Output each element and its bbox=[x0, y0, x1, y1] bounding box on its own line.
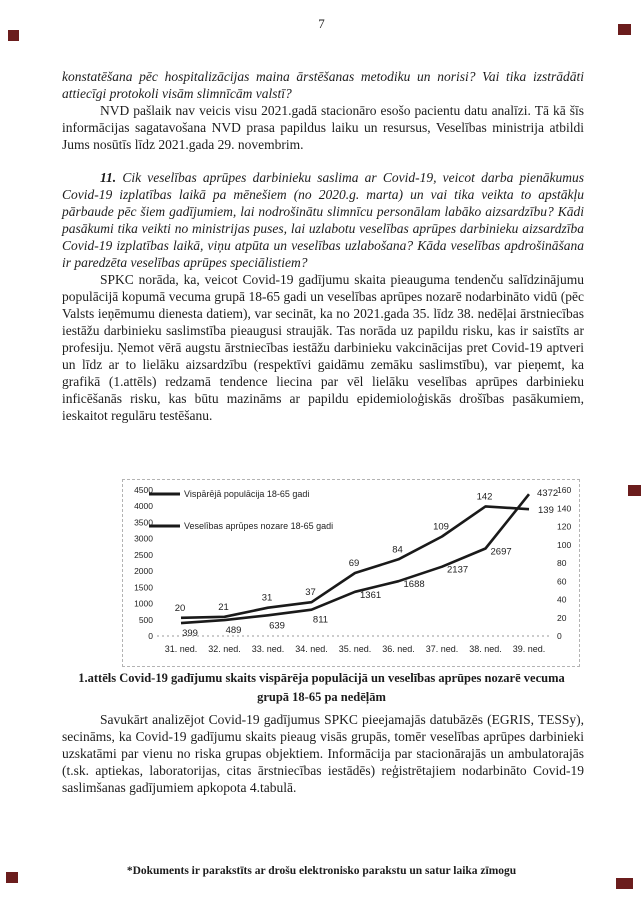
data-label: 811 bbox=[312, 614, 329, 626]
scan-artifact bbox=[618, 24, 631, 35]
data-label: 2137 bbox=[447, 564, 469, 576]
paragraph-nvd-answer: NVD pašlaik nav veicis visu 2021.gadā stacionāro esošo pacientu datu analīzi. Tā kā šīs informācijas sagatavošana NVD prasa papildus laiku un resursus, Veselības ministrija atbildi Jums nosūtīs līdz 2021.gada 29. novembrim. bbox=[62, 103, 584, 152]
y-axis-left-tick: 3000 bbox=[134, 533, 153, 544]
data-label: 399 bbox=[182, 628, 198, 640]
y-axis-left-tick: 1000 bbox=[134, 598, 153, 609]
y-axis-right-tick: 0 bbox=[557, 631, 562, 641]
y-axis-right-tick: 40 bbox=[557, 594, 567, 605]
x-axis-tick: 34. ned. bbox=[295, 644, 328, 654]
y-axis-right-tick: 140 bbox=[557, 503, 572, 514]
data-label: 31 bbox=[261, 592, 273, 604]
data-label: 37 bbox=[305, 587, 316, 599]
y-axis-right-tick: 80 bbox=[557, 558, 567, 568]
y-axis-right-tick: 120 bbox=[557, 521, 572, 532]
y-axis-left-tick: 1500 bbox=[134, 582, 153, 593]
y-axis-left-tick: 2500 bbox=[134, 549, 153, 560]
y-axis-left-tick: 4500 bbox=[134, 485, 153, 495]
y-axis-right-tick: 60 bbox=[557, 576, 567, 587]
data-label: 139 bbox=[538, 505, 554, 517]
closing-text-column bbox=[62, 711, 584, 796]
y-axis-right-tick: 20 bbox=[557, 612, 567, 623]
figure-caption-text: 1.attēls Covid-19 gadījumu skaits vispārēja populācijā un veselības aprūpes nozarē vecuma grupā 18-65 pa nedēļām bbox=[78, 671, 565, 704]
y-axis-right-tick: 160 bbox=[557, 485, 572, 495]
paragraph-question11 bbox=[62, 169, 584, 271]
paragraph-savukart: Savukārt analizējot Covid-19 gadījumus SPKC pieejamajās datubāzēs (EGRIS, TESSy), secināms, ka Covid-19 gadījumu skaits pieaug visās grupās, tomēr veselības aprūpes darbinieki uzskatāmi par vienu no riska grupas objektiem. Informācija par stacionārajās un ambulatorajās (t.sk. aptiekas, laboratorijas, citas ārstniecības iestādēs) reģistrētajiem nodarbināto Covid-19 saslimšanas gadījumiem apkopota 4.tabulā. bbox=[62, 712, 584, 795]
data-label: 639 bbox=[269, 620, 285, 632]
y-axis-left-tick: 500 bbox=[138, 614, 153, 625]
figure-caption bbox=[0, 669, 643, 707]
scan-artifact bbox=[628, 485, 641, 496]
signature-footer: *Dokuments ir parakstīts ar drošu elektronisko parakstu un satur laika zīmogu bbox=[126, 865, 517, 877]
question11-number: 11. bbox=[100, 170, 117, 185]
legend-label: Vispārējā populācija 18-65 gadi bbox=[184, 489, 310, 499]
x-axis-tick: 36. ned. bbox=[382, 644, 415, 654]
scan-artifact bbox=[8, 30, 19, 41]
y-axis-left-tick: 0 bbox=[148, 631, 153, 641]
x-axis-tick: 35. ned. bbox=[338, 644, 372, 654]
main-text-column bbox=[62, 68, 584, 424]
data-label: 1688 bbox=[403, 579, 425, 591]
y-axis-right-tick: 100 bbox=[557, 539, 572, 550]
x-axis-tick: 37. ned. bbox=[425, 644, 459, 654]
x-axis-tick: 33. ned. bbox=[251, 644, 285, 654]
page-number: 7 bbox=[318, 16, 325, 31]
data-label: 69 bbox=[348, 558, 360, 570]
y-axis-left-tick: 4000 bbox=[134, 501, 153, 512]
x-axis-tick: 31. ned. bbox=[164, 644, 198, 654]
figure-1-container bbox=[122, 479, 580, 667]
figure-line-chart bbox=[123, 480, 579, 666]
x-axis-tick: 39. ned. bbox=[512, 644, 546, 654]
data-label: 489 bbox=[225, 625, 242, 637]
y-axis-left-tick: 3500 bbox=[134, 517, 153, 528]
legend-label: Veselības aprūpes nozare 18-65 gadi bbox=[184, 521, 334, 531]
data-label: 21 bbox=[218, 601, 229, 613]
data-label: 20 bbox=[174, 602, 186, 614]
data-label: 142 bbox=[476, 491, 493, 503]
data-label: 84 bbox=[392, 544, 403, 556]
x-axis-tick: 32. ned. bbox=[208, 644, 241, 654]
data-label: 1361 bbox=[360, 589, 382, 601]
data-label: 109 bbox=[433, 521, 449, 533]
question11-text: Cik veselības aprūpes darbinieku saslima ar Covid-19, veicot darba pienākumus Covid-19 izplatības laikā pa mēnešiem (no 2020.g. marta) un vai tika veikta to apstākļu pārbaude pēc šiem gadījumiem, lai nodrošinātu slimnīcu personālam labāko aizsardzību? Kādi pasākumi tika veikti no ministrijas puses, lai uzlabotu veselības aprūpes darbinieku aizsardzība Covid-19 izplatības laikā, viņu atpūta un veselības uzlabošana? Kāda veselības apdrošināšana ir paredzēta veselības aprūpes speciālistiem? bbox=[62, 170, 584, 270]
x-axis-tick: 38. ned. bbox=[469, 644, 502, 654]
scan-artifact bbox=[616, 878, 633, 889]
data-label: 2697 bbox=[490, 546, 512, 558]
paragraph-spkc-answer: SPKC norāda, ka, veicot Covid-19 gadījumu skaita pieauguma tendenču salīdzinājumu populācijā kopumā vecuma grupā 18-65 gadi un veselības aprūpes nozarē nodarbināto vidū (pēc Valsts ieņēmumu dienesta datiem), var secināt, ka no 2021.gada 35. līdz 38. nedēļai ārstniecības iestāžu darbinieku saslimstība pieaugusi straujāk. Tas norāda uz papildu risku, kas ir saistīts ar profesiju. Ņemot vērā augstu ārstniecības iestāžu darbinieku vakcinācijas pret Covid-19 aptveri un līdz ar to lielāku aizsardzību (respektīvi gaidāmu zemāku saslimstību), var pieņemt, ka grafikā (1.attēls) redzamā tendence liecina par vēl lielāku veselības aprūpes darbinieku inficēšanās risku, kas būtu mazināms ar papildu epidemioloģiskās drošības pasākumiem, ieskaitot regulāru testēšanu. bbox=[62, 272, 584, 423]
paragraph-question10-tail: konstatēšana pēc hospitalizācijas maina ārstēšanas metodiku un norisi? Vai tika izstrādāti attiecīgi protokoli visām slimnīcām valstī? bbox=[62, 69, 584, 101]
y-axis-left-tick: 2000 bbox=[134, 566, 153, 577]
data-label: 4372 bbox=[537, 488, 559, 500]
